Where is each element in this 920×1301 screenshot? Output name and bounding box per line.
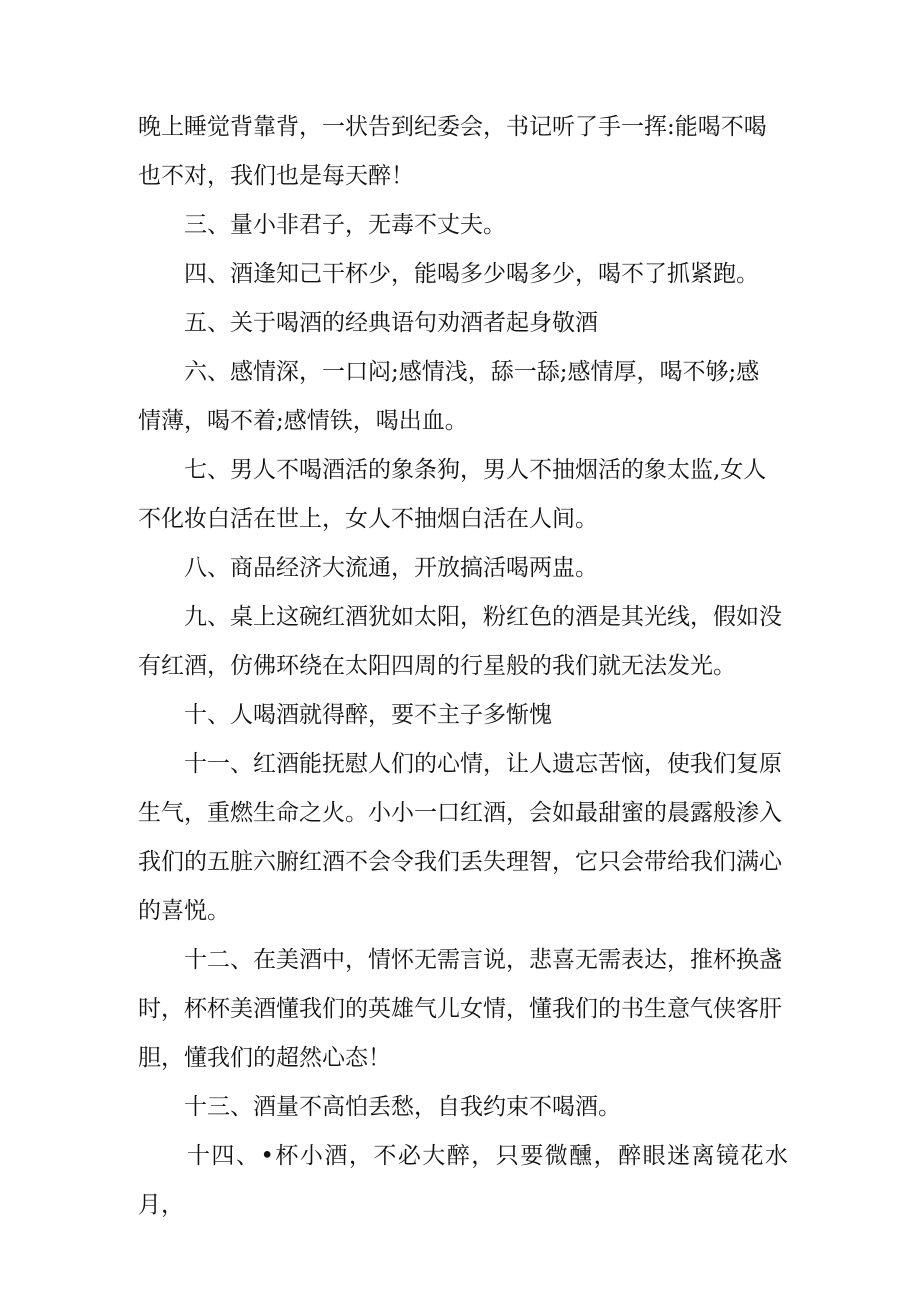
paragraph-2: 三、量小非君子，无毒不丈夫。 [138,212,506,238]
paragraph-5: 六、感情深，一口闷;感情浅，舔一舔;感情厚，喝不够;感 情薄，喝不着;感情铁，喝出血。 [138,359,760,434]
paragraph-12: 十三、酒量不高怕丢愁，自我约束不喝酒。 [138,1094,621,1120]
paragraph-13: 十四、•杯小酒，不必大醉，只要微醺，醉眼迷离镜花水月， [138,1143,788,1218]
paragraph-7: 八、商品经济大流通，开放搞活喝两盅。 [138,555,598,581]
paragraph-4: 五、关于喝酒的经典语句劝酒者起身敬酒 [138,310,598,336]
paragraph-11: 十二、在美酒中，情怀无需言说，悲喜无需表达，推杯换盏 时，杯杯美酒懂我们的英雄气儿女情，懂我们的书生意气侠客肝 胆，懂我们的超然心态！ [138,947,782,1071]
paragraph-6: 七、男人不喝酒活的象条狗，男人不抽烟活的象太监,女人 不化妆白活在世上，女人不抽烟白活在人间。 [138,457,767,532]
paragraph-3: 四、酒逢知己干杯少，能喝多少喝多少，喝不了抓紧跑。 [138,261,759,287]
document-body [138,103,788,1230]
paragraph-8: 九、桌上这碗红酒犹如太阳，粉红色的酒是其光线，假如没 有红酒，仿佛环绕在太阳四周的行星般的我们就无法发光。 [138,604,782,679]
paragraph-10: 十一、红酒能抚慰人们的心情，让人遗忘苦恼，使我们复原 生气，重燃生命之火。小小一口红酒，会如最甜蜜的晨露般渗入 我们的五脏六腑红酒不会令我们丢失理智，它只会带给我们满心 的喜悦。 [138,751,782,924]
paragraph-9: 十、人喝酒就得醉，要不主子多惭愧 [138,702,552,728]
paragraph-1: 晚上睡觉背靠背，一状告到纪委会，书记听了手一挥:能喝不喝 也不对，我们也是每天醉！ [138,114,767,189]
